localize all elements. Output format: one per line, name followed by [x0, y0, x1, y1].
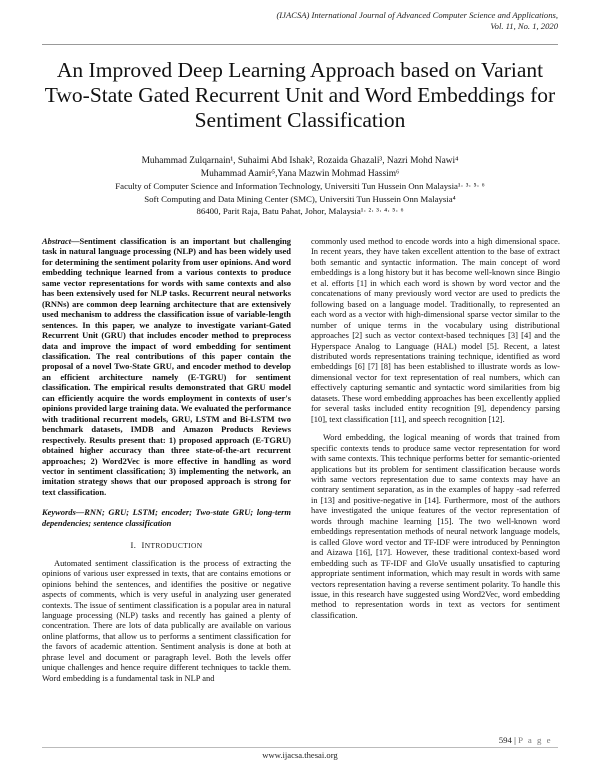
- paper-title: An Improved Deep Learning Approach based on Variant Two-State Gated Recurrent Unit and Word Embeddings for Sentiment Classification: [44, 58, 556, 132]
- header-divider: [42, 44, 558, 45]
- author-line-1: Muhammad Zulqarnain¹, Suhaimi Abd Ishak², Rozaida Ghazali³, Nazri Mohd Nawi⁴: [141, 156, 459, 166]
- left-column: [42, 236, 291, 683]
- affiliation-block: [40, 180, 560, 218]
- footer-url: www.ijacsa.thesai.org: [262, 750, 338, 760]
- journal-header: [138, 10, 558, 32]
- section-number: I.: [130, 540, 137, 551]
- journal-header-line1: (IJACSA) International Journal of Advanced Computer Science and Applications,: [276, 10, 558, 20]
- keywords: Keywords—RNN; GRU; LSTM; encoder; Two-state GRU; long-term dependencies; sentence classification: [42, 507, 291, 528]
- journal-header-line2: Vol. 11, No. 1, 2020: [490, 21, 558, 31]
- footer-divider: [42, 747, 558, 748]
- body-paragraph-2: Word embedding, the logical meaning of words that trained from specific contexts tends to produce same vector representation for word with same contexts. This technique performs better for semantic-oriented applications but its problem for sentiment classification because words with same vectors representation due to same contexts may have an contrary sentiment separation, as in the examples of happy -sad referred in [13] and positive-negative in [14]. Furthermore, most of the authors have investigated the unique features of the vector representation of words through machine learning [15]. The two well-known word embeddings representation methods of neural network language models, is called Glove word vector and TF-IDF were introduced by Pennington and Aizawa [16], [17]. However, these traditional context-based word embedding such as TF-IDF and GloVe usually unsatisfied to capturing appropriate sentiment information, which may result in words with same vectors representation having a reverse sentiment polarity. To handle this issue, in this research have suggested using Word2Vec, word embedding method to representation words in text as vectors for sentiment classification.: [311, 432, 560, 620]
- page-number-value: 594: [498, 735, 512, 745]
- page-number: 594 | P a g e: [498, 735, 552, 745]
- affiliation-line-3: 86400, Parit Raja, Batu Pahat, Johor, Malaysia¹· ²· ³· ⁴· ⁵· ⁶: [196, 206, 404, 216]
- abstract-text: —Sentiment classification is an important but challenging task in natural language processing (NLP) and has been widely used for determining the sentiment polarity from user opinions. And word embedding technique learned from a various contexts to produce same vector representations for words with same contexts and also has been extensively used for NLP tasks. Recurrent neural networks (RNNs) are common deep learning architecture that are extensively used mechanism to address the classification issue of variable-length sentences. In this paper, we analyze to investigate variant-Gated Recurrent Unit (GRU) that includes encoder method to preprocess data and improve the impact of word embedding for sentiment classification. The real contributions of this paper contain the proposal of a novel Two-State GRU, and encoder method to develop an efficient architecture namely (E-TGRU) for sentiment classification. The empirical results demonstrated that GRU model can efficiently acquire the words employment in contexts of user's opinions provided large training data. We evaluated the performance with traditional recurrent models, GRU, LSTM and Bi-LSTM two benchmark datasets, IMDB and Amazon Products Reviews respectively. Results present that: 1) proposed approach (E-TGRU) obtained higher accuracy than three state-of-the-art recurrent approaches; 2) Word2Vec is more effective in handling as word vector in sentiment classification; 3) implementing the network, an imitation strategy shows that our proposed approach is strong for text classification.: [42, 236, 291, 497]
- abstract-label: Abstract: [42, 236, 72, 246]
- affiliation-line-1: Faculty of Computer Science and Information Technology, Universiti Tun Hussein Onn Malaysia¹· ³· ⁵· ⁶: [115, 181, 485, 191]
- section-title-rest: NTRODUCTION: [144, 541, 203, 551]
- section-heading-introduction: [42, 540, 291, 551]
- abstract: [42, 236, 291, 497]
- right-column: [311, 236, 560, 620]
- intro-paragraph: Automated sentiment classification is the process of extracting the opinions of various user expressed in texts, that are contains emotions or opinions behind the sentences, and identifies the positive or negative aspects of comments, which is very useful in analyzing user generated contexts. The issue of sentiment classification is a popular area in natural language processing (NLP) tasks and recently has gained a plenty of concentration. There are lots of data publically are available on various online platforms, that allow us to performs a sentiment classification for the favors of academic attention. Sentiment analysis is done at both at phrase level and document or paragraph level. Both the levels offer unique challenges and hence require different techniques to tackle them. Word embedding is a fundamental task in NLP and: [42, 557, 291, 683]
- section-title-initial: I: [141, 540, 145, 551]
- page-number-label: P a g e: [518, 735, 552, 745]
- affiliation-line-2: Soft Computing and Data Mining Center (SMC), Universiti Tun Hussein Onn Malaysia⁴: [144, 193, 456, 204]
- author-list: [40, 155, 560, 180]
- body-paragraph-1: commonly used method to encode words into a high dimensional space. In recent years, they have taken excellent attention to the base of extract both semantic and syntactic information. The main concept of word embeddings is a long history but it has become well-known since Bingio et al. efforts [1] in which each word is shown by word vector and the concatenations of many previously word vector are used to predicts the following based on a language model. Traditionally, to represented an each word as a vector with high-dimensional sparse vector similar to the number of unique terms in the vocabulary using distributional approaches [2] such as vector context-based techniques [3] [4] and the Hyperspace Analog to Language (HAL) model [5]. Recent, a latest distributed words representations training technique, identified as word embeddings [6] [7] [8] has been established to illustrate words as low-dimensional vector for text representation of real numbers, which can effectively capturing semantic and syntactic word similarities from big datasets. These word embedding approaches has been excellently applied for several tasks included entity recognition [9], dependency parsing [10], text classification [11], and speech recognition [12].: [311, 236, 560, 424]
- author-line-2: Muhammad Aamir⁵,Yana Mazwin Mohmad Hassim⁶: [200, 168, 400, 179]
